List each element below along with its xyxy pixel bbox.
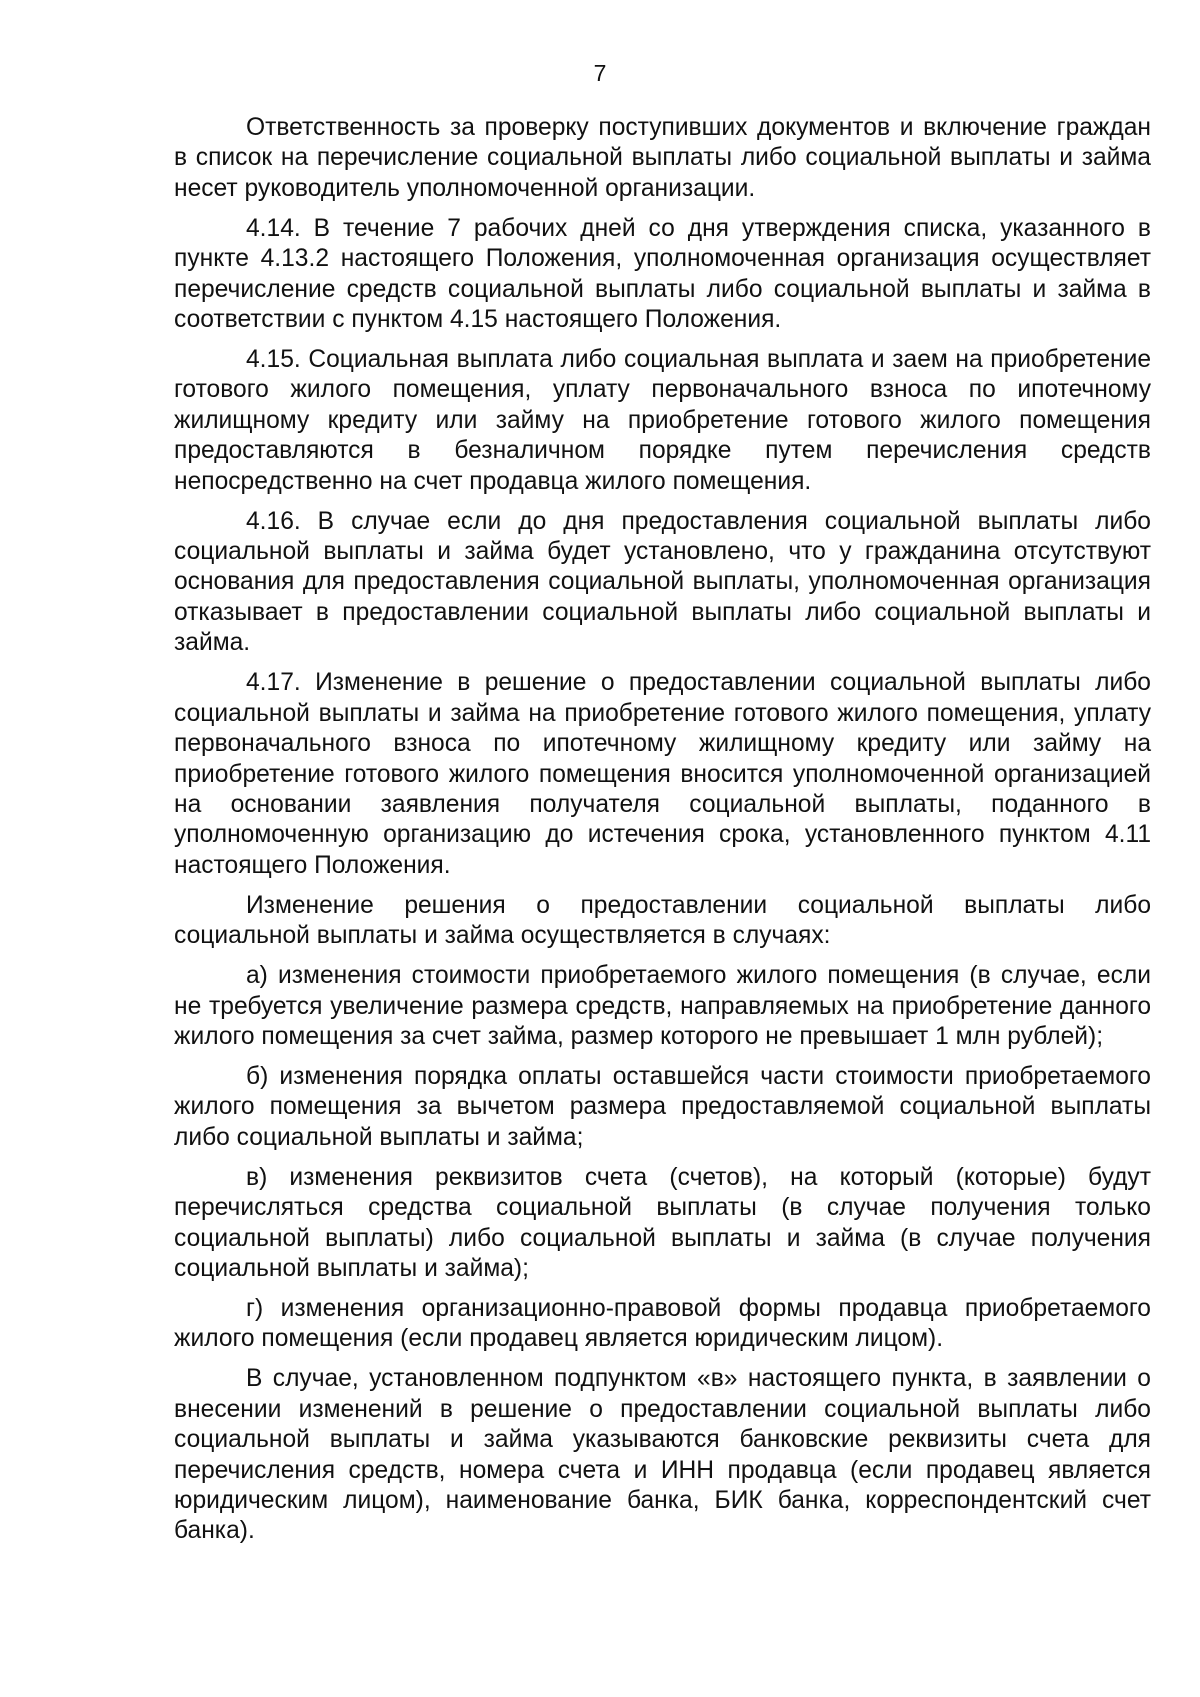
list-item-v: в) изменения реквизитов счета (счетов), на который (которые) будут перечисляться средства социальной выплаты (в случае получения только социальной выплаты) либо социальной выплаты и займа (в случае получения социальной выплаты и займа);: [174, 1163, 1151, 1282]
paragraph-4-16: 4.16. В случае если до дня предоставления социальной выплаты либо социальной выплаты и займа будет установлено, что у гражданина отсутствуют основания для предоставления социальной выплаты, уполномоченная организация отказывает в предоставлении социальной выплаты либо социальной выплаты и займа.: [174, 507, 1151, 657]
paragraph-change-cases-intro: Изменение решения о предоставлении социальной выплаты либо социальной выплаты и займа осуществляется в случаях:: [174, 891, 1151, 950]
list-item-a: а) изменения стоимости приобретаемого жилого помещения (в случае, если не требуется увеличение размера средств, направляемых на приобретение данного жилого помещения за счет займа, размер которого не превышает 1 млн рублей);: [174, 962, 1151, 1050]
paragraph-4-15: 4.15. Социальная выплата либо социальная выплата и заем на приобретение готового жилого помещения, уплату первоначального взноса по ипотечному жилищному кредиту или займу на приобретение готового жилого помещения предоставляются в безналичном порядке путем перечисления средств непосредственно на счет продавца жилого помещения.: [174, 346, 1151, 495]
paragraph-bank-details: В случае, установленном подпунктом «в» настоящего пункта, в заявлении о внесении изменений в решение о предоставлении социальной выплаты либо социальной выплаты и займа указываются банковские реквизиты счета для перечисления средств, номера счета и ИНН продавца (если продавец является юридическим лицом), наименование банка, БИК банка, корреспондентский счет банка).: [174, 1365, 1151, 1545]
list-item-g: г) изменения организационно-правовой формы продавца приобретаемого жилого помещения (если продавец является юридическим лицом).: [174, 1294, 1151, 1353]
paragraph-4-17: 4.17. Изменение в решение о предоставлении социальной выплаты либо социальной выплаты и займа на приобретение готового жилого помещения, уплату первоначального взноса по ипотечному жилищному кредиту или займу на приобретение готового жилого помещения вносится уполномоченной организацией на основании заявления получателя социальной выплаты, поданного в уполномоченную организацию до истечения срока, установленного пунктом 4.11 настоящего Положения.: [174, 669, 1151, 879]
list-item-b: б) изменения порядка оплаты оставшейся части стоимости приобретаемого жилого помещения за вычетом размера предоставляемой социальной выплаты либо социальной выплаты и займа;: [174, 1062, 1151, 1151]
document-body: [174, 113, 1151, 1556]
paragraph-4-14: 4.14. В течение 7 рабочих дней со дня утверждения списка, указанного в пункте 4.13.2 настоящего Положения, уполномоченная организация осуществляет перечисление средств социальной выплаты либо социальной выплаты и займа в соответствии с пунктом 4.15 настоящего Положения.: [174, 214, 1151, 334]
paragraph-responsibility: Ответственность за проверку поступивших документов и включение граждан в список на перечисление социальной выплаты либо социальной выплаты и займа несет руководитель уполномоченной организации.: [174, 114, 1151, 202]
page-number: 7: [593, 60, 607, 86]
